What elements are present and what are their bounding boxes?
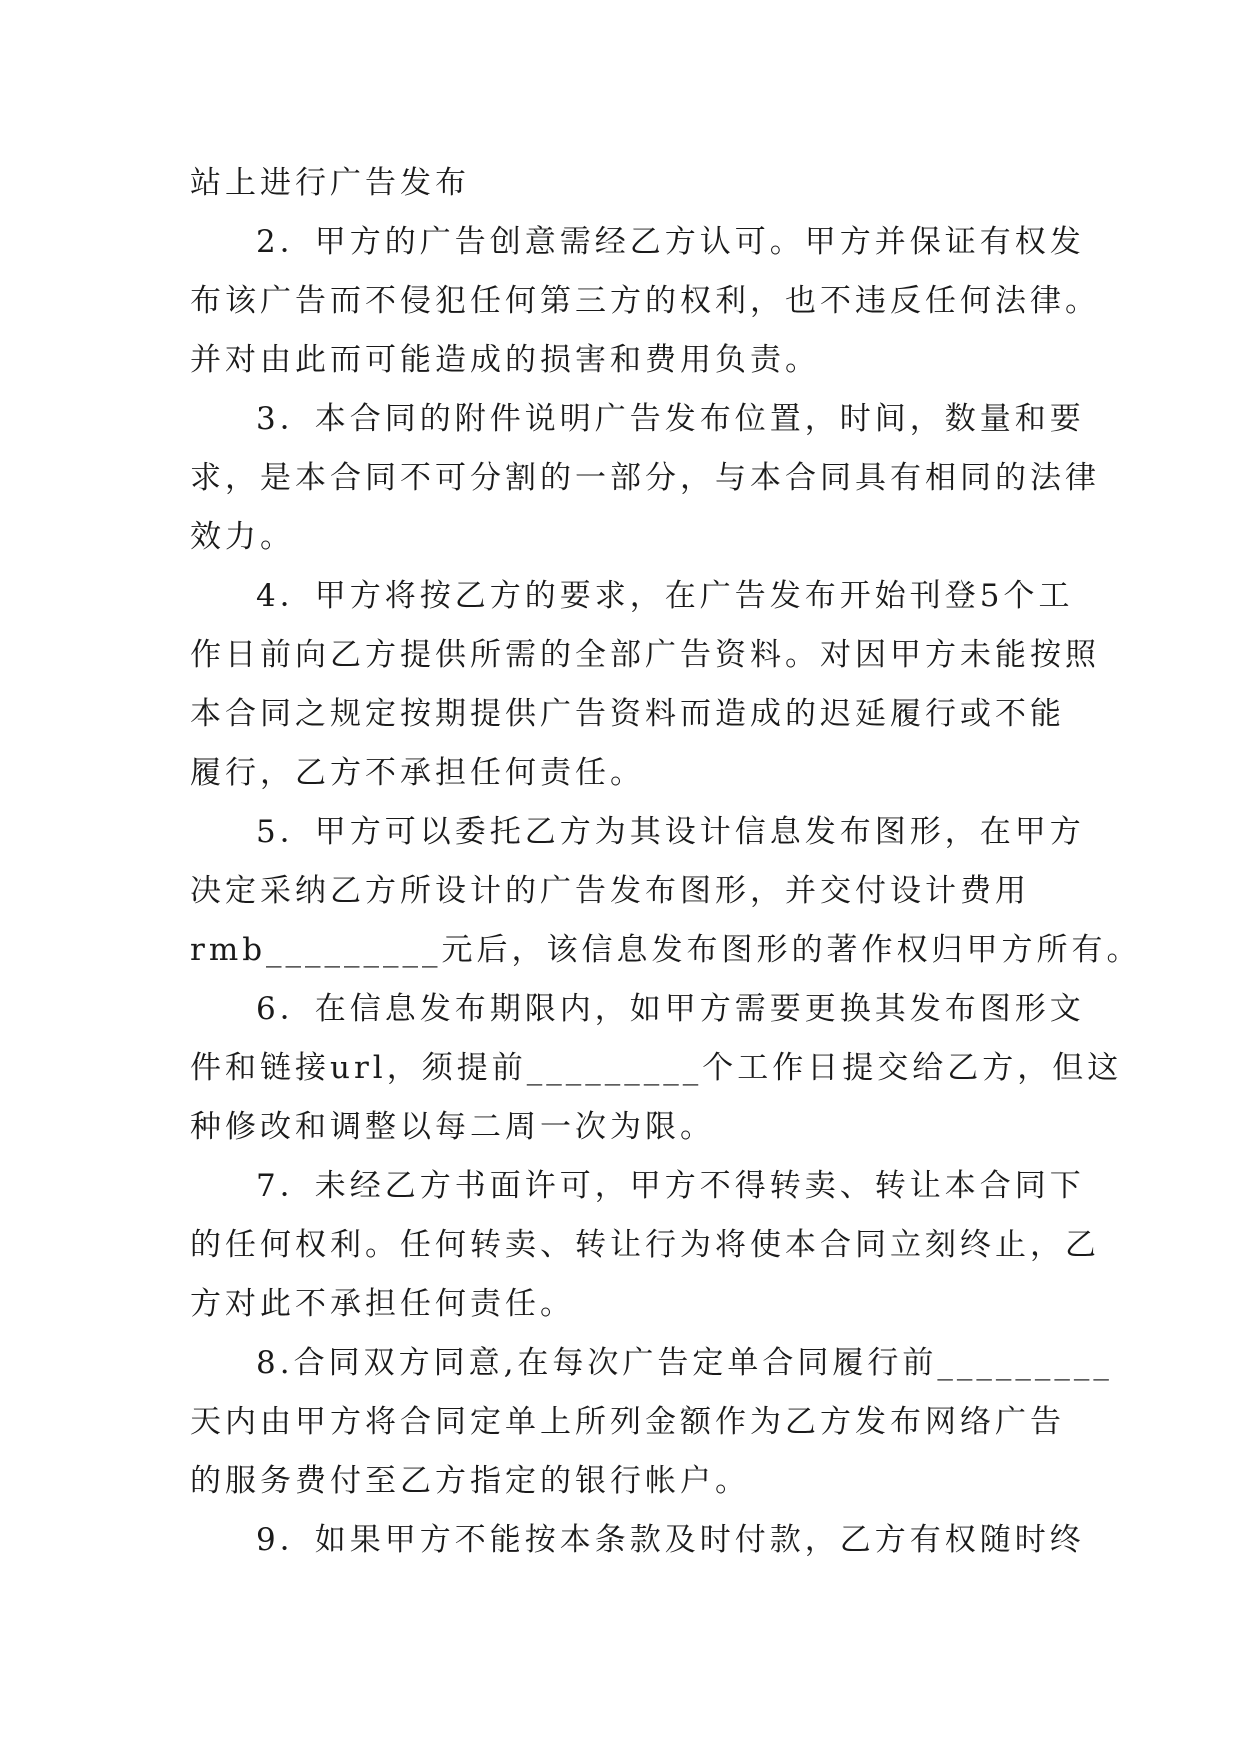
text-line: 站上进行广告发布 <box>190 165 470 201</box>
text-line: 的服务费付至乙方指定的银行帐户。 <box>190 1463 750 1499</box>
text-line: 种修改和调整以每二周一次为限。 <box>190 1109 715 1145</box>
text-line: 效力。 <box>190 519 295 555</box>
text-line: 作日前向乙方提供所需的全部广告资料。对因甲方未能按照 <box>190 637 1100 673</box>
clause-3-line: 3．本合同的附件说明广告发布位置，时间，数量和要 <box>256 401 1085 437</box>
text-line: 本合同之规定按期提供广告资料而造成的迟延履行或不能 <box>190 696 1065 732</box>
document-body <box>190 162 1142 1578</box>
clause-8-line: 8.合同双方同意,在每次广告定单合同履行前_________ <box>256 1345 1113 1381</box>
clause-4-line: 4．甲方将按乙方的要求，在广告发布开始刊登5个工 <box>256 578 1074 614</box>
text-line: 布该广告而不侵犯任何第三方的权利，也不违反任何法律。 <box>190 283 1100 319</box>
clause-2-line: 2．甲方的广告创意需经乙方认可。甲方并保证有权发 <box>256 224 1085 260</box>
text-line: 决定采纳乙方所设计的广告发布图形，并交付设计费用 <box>190 873 1030 909</box>
text-line: 履行，乙方不承担任何责任。 <box>190 755 645 791</box>
clause-6-line: 6．在信息发布期限内，如甲方需要更换其发布图形文 <box>256 991 1085 1027</box>
clause-9-line: 9．如果甲方不能按本条款及时付款，乙方有权随时终 <box>256 1522 1085 1558</box>
text-line: 方对此不承担任何责任。 <box>190 1286 575 1322</box>
text-line: 的任何权利。任何转卖、转让行为将使本合同立刻终止，乙 <box>190 1227 1100 1263</box>
text-line: 求，是本合同不可分割的一部分，与本合同具有相同的法律 <box>190 460 1100 496</box>
text-line: 天内由甲方将合同定单上所列金额作为乙方发布网络广告 <box>190 1404 1065 1440</box>
clause-7-line: 7．未经乙方书面许可，甲方不得转卖、转让本合同下 <box>256 1168 1085 1204</box>
text-line: rmb_________元后，该信息发布图形的著作权归甲方所有。 <box>190 932 1142 968</box>
text-line: 并对由此而可能造成的损害和费用负责。 <box>190 342 820 378</box>
text-line: 件和链接url，须提前_________个工作日提交给乙方，但这 <box>190 1050 1123 1086</box>
clause-5-line: 5．甲方可以委托乙方为其设计信息发布图形，在甲方 <box>256 814 1085 850</box>
